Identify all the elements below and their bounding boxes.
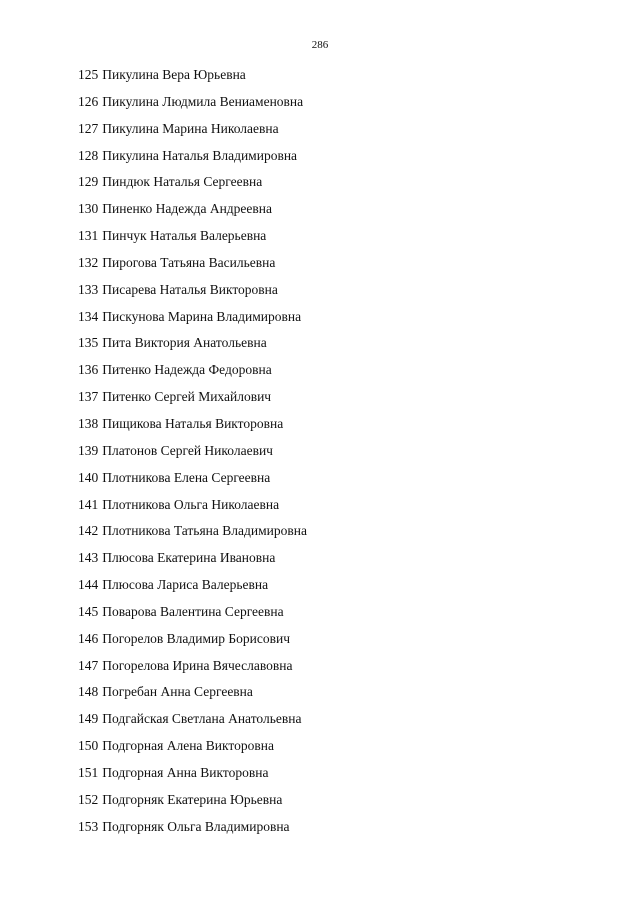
entry-name: Пинчук Наталья Валерьевна (102, 228, 267, 244)
entry-number: 152 (78, 791, 99, 807)
entry-number: 142 (78, 523, 99, 539)
entry-name: Подгорная Алена Викторовна (102, 738, 274, 754)
list-item (78, 120, 307, 147)
entry-name: Пикулина Вера Юрьевна (102, 67, 246, 82)
entry-number: 132 (78, 254, 99, 270)
entry-number: 145 (78, 603, 99, 619)
list-item (78, 66, 307, 93)
list-item (78, 334, 307, 361)
entry-number: 148 (78, 684, 99, 700)
entry-name: Питенко Надежда Федоровна (102, 362, 272, 378)
entry-number: 127 (78, 120, 99, 136)
entry-name: Пикулина Наталья Владимировна (102, 147, 298, 163)
list-item (78, 683, 307, 710)
entry-name: Подгайская Светлана Анатольевна (102, 711, 302, 727)
entry-number: 131 (78, 228, 99, 244)
list-item (78, 388, 307, 415)
entry-name: Плюсова Лариса Валерьевна (102, 577, 269, 593)
entry-number: 144 (78, 577, 99, 593)
list-item (78, 308, 307, 335)
entry-number: 153 (78, 818, 99, 834)
list-item (78, 630, 307, 657)
list-item (78, 737, 307, 764)
entry-number: 126 (78, 93, 99, 109)
entry-number: 134 (78, 308, 99, 324)
entry-number: 139 (78, 442, 99, 458)
list-item (78, 442, 307, 469)
list-item (78, 549, 307, 576)
list-item (78, 469, 307, 496)
entry-name: Пирогова Татьяна Васильевна (102, 254, 276, 270)
name-list (78, 66, 307, 844)
list-item (78, 818, 307, 845)
entry-name: Пищикова Наталья Викторовна (102, 415, 284, 431)
entry-name: Подгорняк Ольга Владимировна (102, 818, 290, 834)
entry-number: 143 (78, 550, 99, 566)
entry-name: Платонов Сергей Николаевич (102, 442, 273, 458)
entry-number: 140 (78, 469, 99, 485)
entry-name: Погорелов Владимир Борисович (102, 630, 291, 646)
list-item (78, 415, 307, 442)
list-item (78, 576, 307, 603)
entry-name: Пита Виктория Анатольевна (102, 335, 267, 351)
list-item (78, 791, 307, 818)
entry-number: 130 (78, 201, 99, 217)
list-item (78, 657, 307, 684)
list-item (78, 496, 307, 523)
entry-number: 141 (78, 496, 99, 512)
entry-name: Подгорная Анна Викторовна (102, 764, 269, 780)
entry-name: Подгорняк Екатерина Юрьевна (102, 791, 283, 807)
entry-number: 149 (78, 711, 99, 727)
entry-name: Поварова Валентина Сергеевна (102, 603, 284, 619)
entry-number: 133 (78, 281, 99, 297)
entry-name: Пиндюк Наталья Сергеевна (102, 174, 263, 190)
list-item (78, 764, 307, 791)
entry-number: 128 (78, 147, 99, 163)
entry-number: 136 (78, 362, 99, 378)
entry-number: 150 (78, 738, 99, 754)
entry-name: Питенко Сергей Михайлович (102, 389, 272, 405)
list-item (78, 173, 307, 200)
list-item (78, 200, 307, 227)
entry-name: Пиненко Надежда Андреевна (102, 201, 272, 217)
entry-number: 151 (78, 764, 99, 780)
entry-name: Плотникова Елена Сергеевна (102, 469, 271, 485)
list-item (78, 93, 307, 120)
entry-number: 137 (78, 389, 99, 405)
list-item (78, 227, 307, 254)
list-item (78, 710, 307, 737)
entry-name: Писарева Наталья Викторовна (102, 281, 278, 297)
entry-name: Погорелова Ирина Вячеславовна (102, 657, 293, 673)
list-item (78, 603, 307, 630)
entry-number: 135 (78, 335, 99, 351)
entry-name: Пикулина Людмила Вениаменовна (102, 93, 304, 109)
entry-number: 129 (78, 174, 99, 190)
page-number: 286 (311, 39, 329, 51)
entry-name: Плюсова Екатерина Ивановна (102, 550, 276, 566)
entry-name: Погребан Анна Сергеевна (102, 684, 253, 700)
entry-number: 146 (78, 630, 99, 646)
list-item (78, 281, 307, 308)
entry-name: Пикулина Марина Николаевна (102, 120, 279, 136)
list-item (78, 361, 307, 388)
entry-number: 125 (78, 67, 99, 82)
entry-number: 147 (78, 657, 99, 673)
entry-number: 138 (78, 415, 99, 431)
entry-name: Плотникова Татьяна Владимировна (102, 523, 307, 539)
entry-name: Плотникова Ольга Николаевна (102, 496, 280, 512)
list-item (78, 522, 307, 549)
list-item (78, 147, 307, 174)
list-item (78, 254, 307, 281)
entry-name: Пискунова Марина Владимировна (102, 308, 302, 324)
